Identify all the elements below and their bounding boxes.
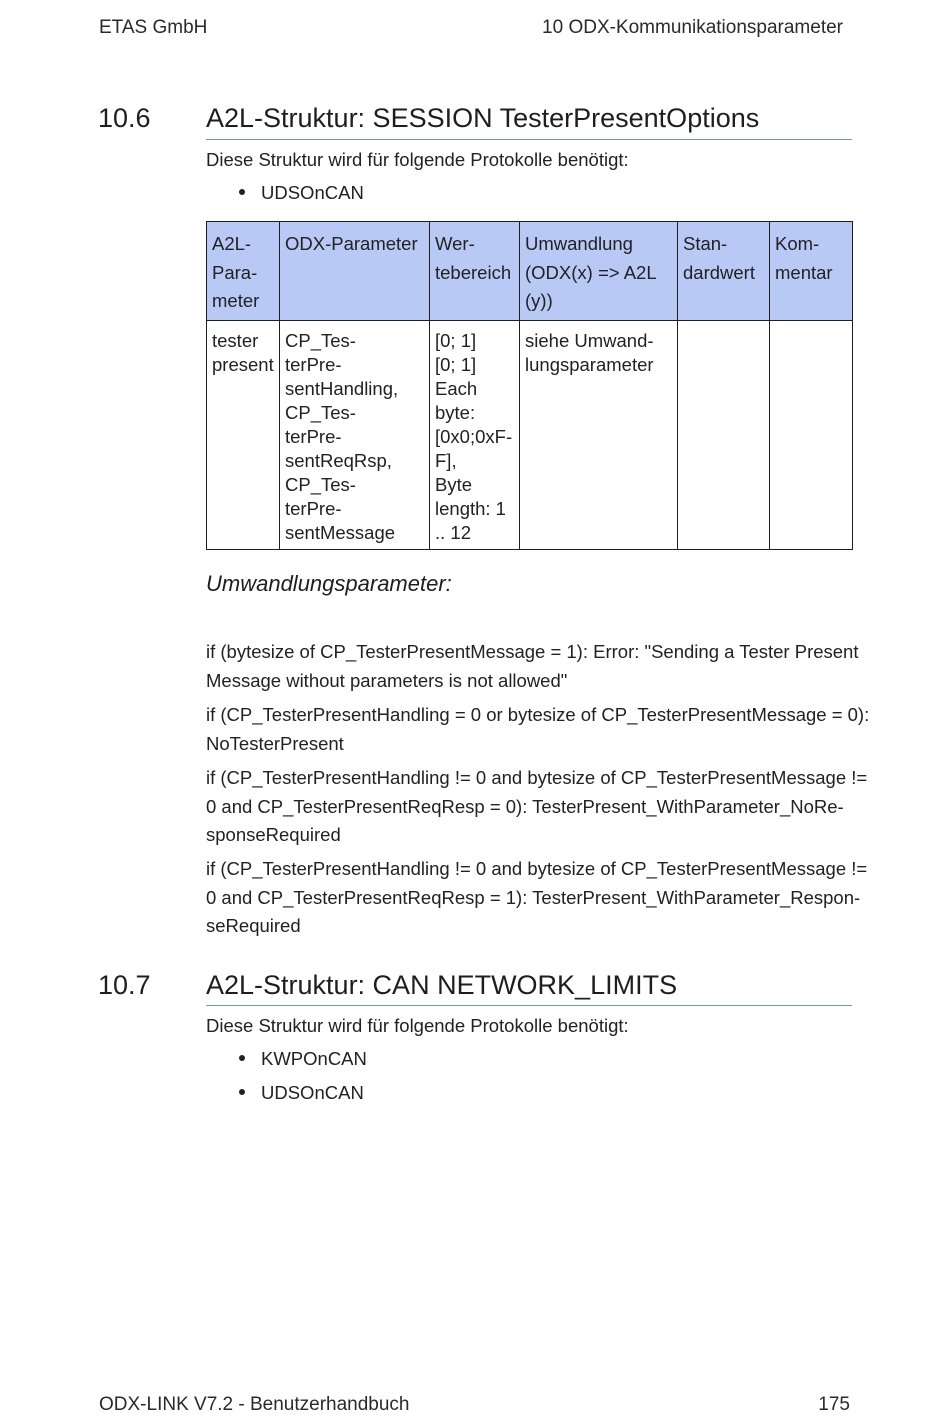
text-line: Kom-	[775, 233, 820, 254]
text-line: CP_Tes-	[285, 401, 356, 423]
protocol-list-item	[239, 1048, 367, 1070]
text-line: meter	[212, 290, 260, 311]
table-cell-conversion	[520, 320, 678, 549]
bullet-icon	[239, 1055, 245, 1061]
header-cell-odx-parameter	[280, 222, 430, 321]
text-line: [0; 1]	[435, 329, 477, 351]
text-line: Byte	[435, 473, 473, 495]
text-line: mentar	[775, 261, 833, 283]
text-line: length: 1	[435, 497, 506, 519]
text-line: if (CP_TesterPresentHandling != 0 and bytesize of CP_TesterPresentMessage !=	[206, 767, 868, 788]
text-line: 0 and CP_TesterPresentReqResp = 1): TesterPresent_WithParameter_Respon-	[206, 886, 861, 908]
section-rule	[206, 1005, 852, 1006]
text-line: [0x0;0xF-	[435, 425, 513, 447]
table-header-row	[207, 222, 853, 321]
text-line: Para-	[212, 261, 258, 283]
header-cell-comment	[770, 222, 853, 321]
text-line: 0 and CP_TesterPresentReqResp = 0): TesterPresent_WithParameter_NoRe-	[206, 795, 844, 817]
conversion-paragraph-4	[206, 855, 866, 941]
text-line: (ODX(x) => A2L	[525, 261, 657, 283]
page-number: 175	[818, 1394, 850, 1415]
text-line: NoTesterPresent	[206, 732, 344, 754]
text-line: tester	[212, 329, 259, 351]
text-line: F],	[435, 449, 457, 471]
text-line: tebereich	[435, 261, 512, 283]
header-cell-value-range	[430, 222, 520, 321]
text-line: Umwandlung	[525, 233, 633, 254]
protocol-list-item	[239, 1082, 364, 1104]
text-line: Stan-	[683, 233, 728, 254]
table-cell-a2l-parameter	[207, 320, 280, 549]
header-cell-default-value	[678, 222, 770, 321]
text-line: sentHandling,	[285, 377, 399, 399]
header-left: ETAS GmbH	[99, 17, 208, 38]
section-number: 10.6	[98, 103, 151, 133]
header-cell-a2l-parameter	[207, 222, 280, 321]
protocol-label: KWPOnCAN	[261, 1048, 367, 1069]
text-line: ODX-Parameter	[285, 233, 418, 254]
text-line: sponseRequired	[206, 824, 341, 845]
bullet-icon	[239, 189, 245, 195]
text-line: .. 12	[435, 521, 471, 543]
parameter-table	[206, 221, 853, 550]
text-line: sentReqRsp,	[285, 449, 392, 471]
conversion-paragraph-2	[206, 701, 870, 758]
conversion-paragraph-3	[206, 764, 866, 850]
text-line: present	[212, 353, 274, 375]
text-line: siehe Umwand-	[525, 329, 654, 351]
section-rule	[206, 139, 852, 140]
header-cell-conversion	[520, 222, 678, 321]
text-line: Message without parameters is not allowed"	[206, 669, 568, 691]
section-title: A2L-Struktur: CAN NETWORK_LIMITS	[206, 970, 678, 1000]
conversion-subheading: Umwandlungsparameter:	[206, 571, 452, 596]
table-cell-comment	[770, 320, 853, 549]
text-line: terPre-	[285, 497, 342, 519]
text-line: A2L-	[212, 233, 252, 254]
text-line: terPre-	[285, 425, 342, 447]
text-line: Wer-	[435, 233, 475, 254]
protocol-list-item	[239, 182, 364, 204]
text-line: if (CP_TesterPresentHandling != 0 and bytesize of CP_TesterPresentMessage !=	[206, 858, 868, 879]
protocol-label: UDSOnCAN	[261, 1082, 364, 1103]
table-cell-value-range	[430, 320, 520, 549]
footer-left: ODX-LINK V7.2 - Benutzerhandbuch	[99, 1394, 410, 1415]
protocol-label: UDSOnCAN	[261, 182, 364, 203]
text-line: byte:	[435, 401, 476, 423]
text-line: seRequired	[206, 915, 301, 936]
table-row	[207, 320, 853, 549]
text-line: terPre-	[285, 353, 342, 375]
conversion-paragraph-1	[206, 638, 866, 695]
text-line: CP_Tes-	[285, 473, 356, 495]
section-number: 10.7	[98, 970, 151, 1000]
text-line: dardwert	[683, 261, 755, 283]
text-line: lungsparameter	[525, 353, 654, 375]
section-intro: Diese Struktur wird für folgende Protokolle benötigt:	[206, 1015, 629, 1036]
bullet-icon	[239, 1089, 245, 1095]
section-title: A2L-Struktur: SESSION TesterPresentOptions	[206, 103, 760, 133]
section-intro: Diese Struktur wird für folgende Protokolle benötigt:	[206, 149, 629, 170]
text-line: if (CP_TesterPresentHandling = 0 or bytesize of CP_TesterPresentMessage = 0):	[206, 704, 870, 725]
text-line: sentMessage	[285, 521, 396, 543]
text-line: CP_Tes-	[285, 329, 356, 351]
table-cell-default-value	[678, 320, 770, 549]
text-line: Each	[435, 377, 478, 399]
text-line: [0; 1]	[435, 353, 477, 375]
text-line: if (bytesize of CP_TesterPresentMessage = 1): Error: "Sending a Tester Present	[206, 641, 859, 662]
header-right: 10 ODX-Kommunikationsparameter	[542, 17, 843, 38]
table-cell-odx-parameter	[280, 320, 430, 549]
text-line: (y))	[525, 290, 553, 311]
